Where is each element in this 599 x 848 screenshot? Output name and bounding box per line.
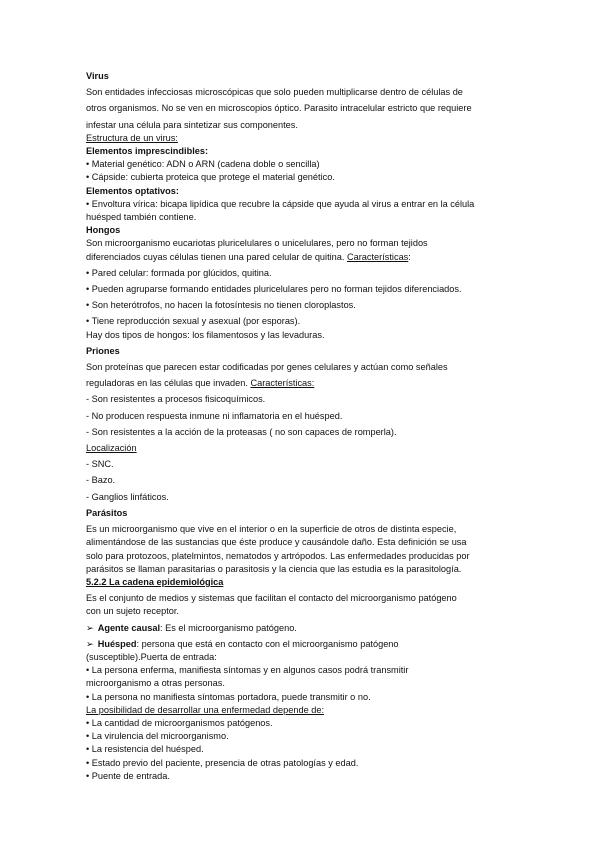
- list-item: - Bazo.: [86, 475, 116, 486]
- cadena-line: Es el conjunto de medios y sistemas que facilitan el contacto del microorganismo patógeno: [86, 593, 457, 604]
- huesped-label: Huésped: [97, 638, 137, 649]
- list-item: • Son heterótrofos, no hacen la fotosíntesis no tienen cloroplastos.: [86, 300, 356, 311]
- imprescindibles-heading: Elementos imprescindibles:: [86, 146, 209, 157]
- list-item: • Tiene reproducción sexual y asexual (por esporas).: [86, 316, 301, 327]
- estructura-heading: Estructura de un virus:: [86, 132, 178, 143]
- list-item: huésped también contiene.: [86, 212, 197, 223]
- list-item: • Estado previo del paciente, presencia de otras patologías y edad.: [86, 757, 359, 768]
- huesped-item: [86, 638, 526, 651]
- list-item: - Ganglios linfáticos.: [86, 491, 169, 502]
- cadena-title: 5.2.2 La cadena epidemiológica: [86, 576, 224, 587]
- priones-text: reguladoras en las células que invaden.: [86, 378, 251, 389]
- list-item: microorganismo a otras personas.: [86, 678, 225, 689]
- list-item: • La persona enferma, manifiesta síntomas y en algunos casos podrá transmitir: [86, 665, 409, 676]
- huesped-text: : persona que está en contacto con el microorganismo patógeno: [136, 638, 399, 649]
- parasitos-title: Parásitos: [86, 507, 128, 518]
- hongos-title: Hongos: [86, 225, 121, 236]
- list-item: • Envoltura vírica: bicapa lipídica que recubre la cápside que ayuda al virus a entrar en la célula: [86, 198, 475, 209]
- list-item: • La virulencia del microorganismo.: [86, 731, 229, 742]
- priones-line: [86, 377, 526, 390]
- parasitos-line: alimentándose de las sustancias que éste produce y causándole daño. Esta definición se usa: [86, 537, 467, 548]
- colon: :: [408, 251, 411, 262]
- list-item: • La persona no manifiesta síntomas portadora, puede transmitir o no.: [86, 691, 371, 702]
- virus-line: Son entidades infecciosas microscópicas que solo pueden multiplicarse dentro de células de: [86, 87, 463, 98]
- list-item: • Material genético: ADN o ARN (cadena doble o sencilla): [86, 159, 320, 170]
- agente-label: Agente causal: [97, 622, 160, 633]
- arrow-icon: ➢: [86, 622, 94, 633]
- caracteristicas-link: Características:: [250, 378, 315, 389]
- document-page: [86, 70, 526, 783]
- parasitos-line: Es un microorganismo que vive en el interior o en la superficie de otros de distinta especie,: [86, 524, 457, 535]
- list-item: • Pueden agruparse formando entidades pluricelulares pero no forman tejidos diferenciados.: [86, 284, 462, 295]
- hongos-line: Son microorganismo eucariotas pluricelulares o unicelulares, pero no forman tejidos: [86, 238, 428, 249]
- hongos-tipos: Hay dos tipos de hongos: los filamentosos y las levaduras.: [86, 329, 325, 340]
- list-item: • Cápside: cubierta proteica que protege el material genético.: [86, 172, 335, 183]
- agente-text: : Es el microorganismo patógeno.: [160, 622, 297, 633]
- virus-title: Virus: [86, 71, 109, 81]
- priones-line: Son proteínas que parecen estar codificadas por genes celulares y actúan como señales: [86, 362, 448, 373]
- parasitos-line: solo para protozoos, platelmintos, nematodos y artrópodos. Las enfermedades producidas por: [86, 550, 470, 561]
- huesped-line: (susceptible).Puerta de entrada:: [86, 651, 217, 662]
- agente-item: [86, 622, 526, 635]
- hongos-text: diferenciados cuyas células tienen una pared celular de quitina.: [86, 251, 347, 262]
- parasitos-line: parásitos se llaman parasitarias o parasitosis y la ciencia que las estudia es la parasitología.: [86, 563, 462, 574]
- list-item: • La cantidad de microorganismos patógenos.: [86, 717, 273, 728]
- list-item: • Puente de entrada.: [86, 770, 170, 781]
- arrow-icon: ➢: [86, 638, 94, 649]
- priones-title: Priones: [86, 345, 120, 356]
- list-item: - Son resistentes a la acción de la proteasas ( no son capaces de romperla).: [86, 426, 397, 437]
- list-item: - No producen respuesta inmune ni inflamatoria en el huésped.: [86, 410, 343, 421]
- list-item: • Pared celular: formada por glúcidos, quitina.: [86, 267, 272, 278]
- cadena-line: con un sujeto receptor.: [86, 606, 179, 617]
- virus-line: infestar una célula para sintetizar sus componentes.: [86, 119, 298, 130]
- caracteristicas-link: Características: [347, 251, 409, 262]
- optativos-heading: Elementos optativos:: [86, 185, 179, 196]
- localizacion-heading: Localización: [86, 443, 137, 454]
- list-item: • La resistencia del huésped.: [86, 744, 204, 755]
- list-item: - SNC.: [86, 459, 114, 470]
- posibilidad-heading: La posibilidad de desarrollar una enfermedad depende de:: [86, 704, 325, 715]
- virus-line: otros organismos. No se ven en microscopios óptico. Parasito intracelular estricto que requiere: [86, 103, 472, 114]
- hongos-line: [86, 251, 526, 264]
- list-item: - Son resistentes a procesos fisicoquímicos.: [86, 394, 266, 405]
